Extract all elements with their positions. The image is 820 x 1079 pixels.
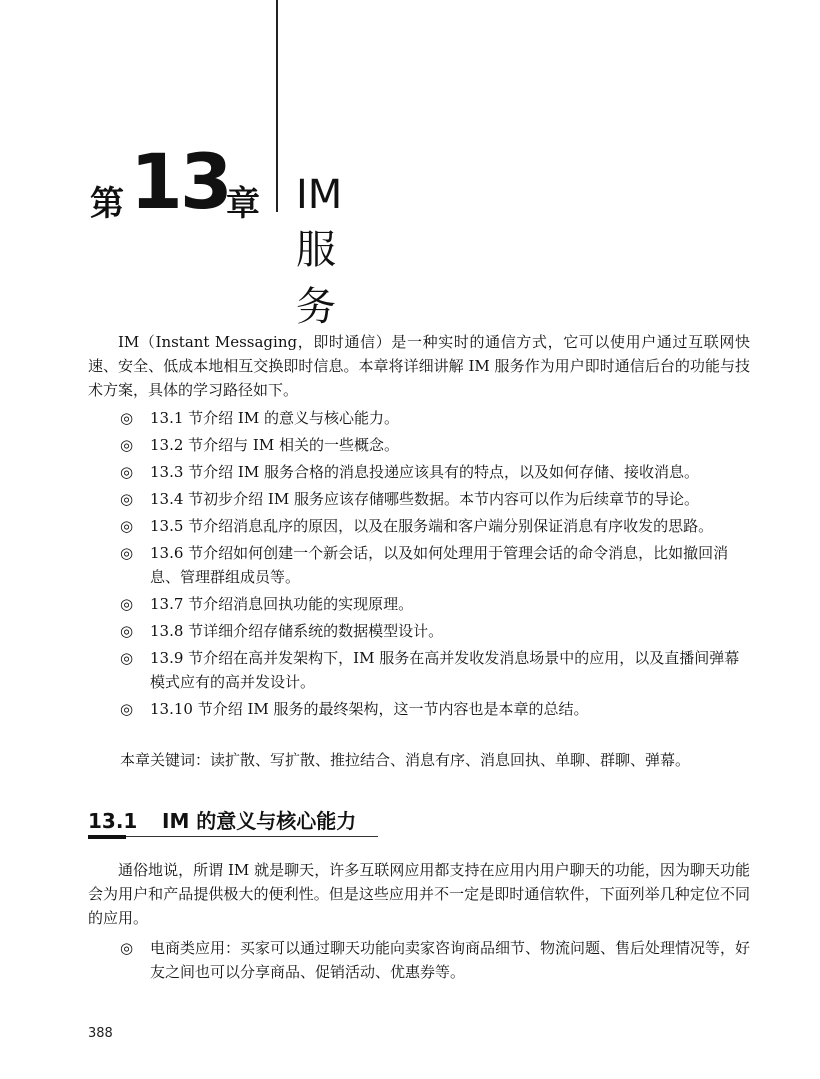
outline-item	[120, 646, 750, 694]
bullet-icon: ◎	[120, 649, 134, 667]
bullet-icon: ◎	[120, 517, 134, 535]
section-underline	[88, 836, 378, 837]
page-number: 388	[88, 1026, 113, 1041]
outline-item	[120, 487, 750, 511]
outline-item	[120, 514, 750, 538]
chapter-suffix: 章	[226, 184, 260, 224]
bullet-icon: ◎	[120, 436, 134, 454]
section-title: IM 的意义与核心能力	[162, 809, 357, 833]
bullet-icon: ◎	[120, 939, 134, 957]
bullet-icon: ◎	[120, 700, 134, 718]
bullet-icon: ◎	[120, 463, 134, 481]
outline-text: 13.2 节介绍与 IM 相关的一些概念。	[150, 436, 399, 454]
intro-paragraph: IM（Instant Messaging，即时通信）是一种实时的通信方式，它可以使用户通过互联网快速、安全、低成本地相互交换即时信息。本章将详细讲解 IM 服务作为用户即时通信后台的功能与技术方案，具体的学习路径如下。	[88, 333, 750, 399]
section-list	[120, 936, 750, 984]
chapter-keywords: 本章关键词：读扩散、写扩散、推拉结合、消息有序、消息回执、单聊、群聊、弹幕。	[120, 751, 691, 769]
list-item-text: 电商类应用：买家可以通过聊天功能向卖家咨询商品细节、物流问题、售后处理情况等，好友之间也可以分享商品、促销活动、优惠券等。	[150, 939, 751, 981]
bullet-icon: ◎	[120, 544, 134, 562]
outline-item	[120, 406, 750, 430]
outline-item	[120, 541, 750, 589]
outline-item	[120, 433, 750, 457]
section-number: 13.1	[88, 809, 138, 833]
section-paragraph: 通俗地说，所谓 IM 就是聊天，许多互联网应用都支持在应用内用户聊天的功能，因为聊天功能会为用户和产品提供极大的便利性。但是这些应用并不一定是即时通信软件，下面列举几种定位不同的应用。	[88, 861, 750, 927]
section-accent-bar	[88, 835, 126, 839]
outline-item	[120, 697, 750, 721]
outline-text: 13.4 节初步介绍 IM 服务应该存储哪些数据。本节内容可以作为后续章节的导论。	[150, 490, 699, 508]
outline-text: 13.10 节介绍 IM 服务的最终架构，这一节内容也是本章的总结。	[150, 700, 589, 718]
outline-item	[120, 592, 750, 616]
outline-item	[120, 619, 750, 643]
chapter-prefix: 第	[90, 184, 124, 224]
outline-text: 13.9 节介绍在高并发架构下，IM 服务在高并发收发消息场景中的应用，以及直播间弹幕模式应有的高并发设计。	[150, 649, 740, 691]
bullet-icon: ◎	[120, 622, 134, 640]
bullet-icon: ◎	[120, 490, 134, 508]
chapter-number: 13	[130, 137, 230, 226]
outline-text: 13.8 节详细介绍存储系统的数据模型设计。	[150, 622, 444, 640]
outline-text: 13.3 节介绍 IM 服务合格的消息投递应该具有的特点，以及如何存储、接收消息。	[150, 463, 699, 481]
chapter-title: IM服务	[296, 172, 343, 330]
outline-text: 13.1 节介绍 IM 的意义与核心能力。	[150, 409, 399, 427]
outline-item	[120, 460, 750, 484]
bullet-icon: ◎	[120, 595, 134, 613]
chapter-outline	[120, 406, 750, 724]
outline-text: 13.5 节介绍消息乱序的原因，以及在服务端和客户端分别保证消息有序收发的思路。	[150, 517, 714, 535]
outline-text: 13.7 节介绍消息回执功能的实现原理。	[150, 595, 414, 613]
bullet-icon: ◎	[120, 409, 134, 427]
header-vertical-rule	[276, 0, 278, 212]
outline-text: 13.6 节介绍如何创建一个新会话，以及如何处理用于管理会话的命令消息，比如撤回消息、管理群组成员等。	[150, 544, 729, 586]
list-item	[120, 936, 750, 984]
section-heading	[88, 805, 356, 834]
